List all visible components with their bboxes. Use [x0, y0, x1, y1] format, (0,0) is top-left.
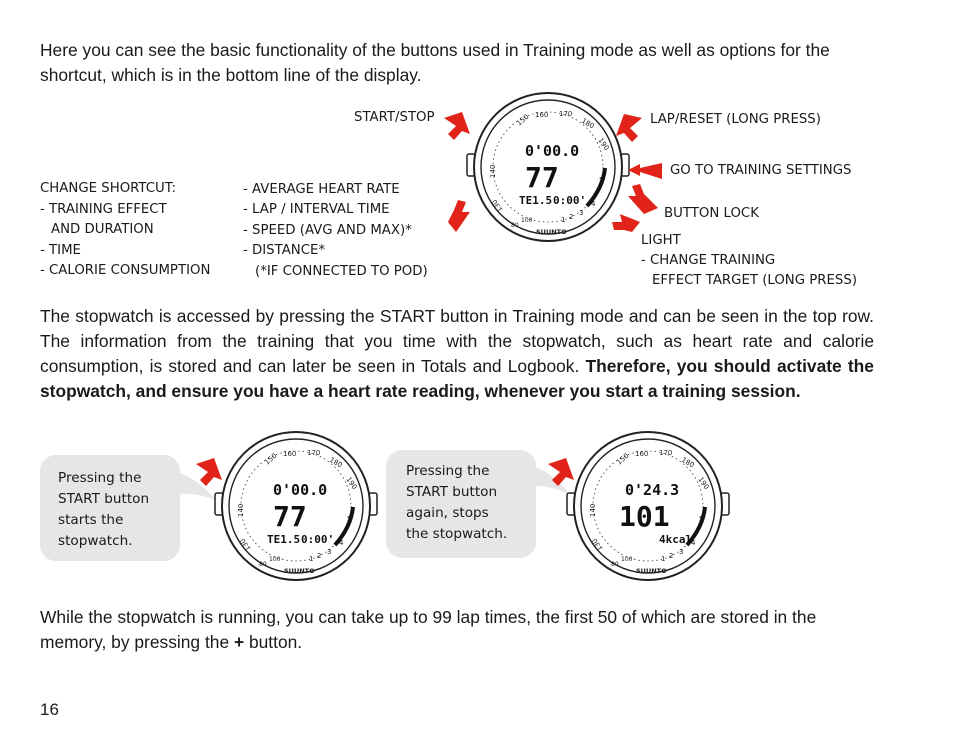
hr-scale-label: 160 [283, 450, 297, 458]
hr-scale-label: 100 [521, 217, 533, 224]
bubble-line: stopwatch. [58, 533, 133, 549]
lower-left-arrow-icon [448, 200, 470, 232]
hr-scale-label: 150 [515, 112, 531, 128]
te-scale-label: 3 [579, 209, 584, 217]
hr-scale-label: 140 [589, 503, 597, 517]
hr-scale-label: 180 [580, 116, 596, 131]
bubble-line: the stopwatch. [406, 526, 508, 542]
bottom-arrows [0, 440, 954, 500]
te-scale-label: 4 [691, 539, 696, 547]
watch-top-row: 0'00.0 [273, 481, 328, 499]
bubble-line: Pressing the [58, 470, 142, 486]
te-scale-label: 5 [699, 515, 704, 523]
watch-bottom-left: TE1.5 [519, 194, 553, 207]
hr-scale-label: 80 [259, 561, 267, 568]
hr-scale-label: 170 [659, 449, 673, 457]
hr-scale-label: 190 [696, 475, 711, 492]
training-settings-label: GO TO TRAINING SETTINGS [670, 163, 852, 178]
brand-logo: SUUNTO [636, 567, 667, 575]
shortcut-item: - TIME [40, 243, 81, 258]
te-scale-label: 4 [591, 200, 596, 208]
lap-reset-arrow-icon [616, 114, 642, 142]
button-lock-label: BUTTON LOCK [664, 206, 759, 221]
hr-scale-label: 130 [590, 536, 605, 553]
te-scale-label: 2 [317, 552, 322, 560]
light-label: LIGHT [641, 233, 681, 248]
watch-middle-row: 101 [619, 500, 670, 533]
start-arrow-icon [548, 458, 574, 486]
te-scale-label: 2 [569, 213, 574, 221]
hr-scale-label: 190 [596, 136, 611, 153]
te-scale-label: 1 [661, 555, 666, 563]
intro-paragraph: Here you can see the basic functionality of the buttons used in Training mode as well as options for the shortcut, which is in the bottom line of the display. [40, 40, 830, 85]
hr-scale-label: 100 [621, 556, 633, 563]
option-item: - DISTANCE* [243, 243, 326, 258]
bubble-line: START button [406, 484, 498, 500]
shortcut-item: AND DURATION [51, 222, 154, 237]
shortcut-item: - TRAINING EFFECT [40, 202, 167, 217]
te-scale-label: 3 [679, 548, 684, 556]
hr-scale-label: 190 [344, 475, 359, 492]
te-scale-label: 1 [309, 555, 314, 563]
hr-scale-label: 170 [307, 449, 321, 457]
watch-bottom-right: 0:00' [301, 533, 335, 546]
page-number: 16 [40, 700, 59, 719]
light-arrow-icon [612, 214, 640, 232]
watch-top-row: 0'00.0 [525, 142, 580, 160]
watch-bottom-right: 4kcal [659, 533, 693, 546]
stopwatch-paragraph [40, 304, 874, 404]
hr-scale-label: 160 [635, 450, 649, 458]
te-scale-label: 4 [339, 539, 344, 547]
light-sub-label: - CHANGE TRAINING [641, 253, 776, 268]
hr-scale-label: 170 [559, 110, 573, 118]
shortcut-title: CHANGE SHORTCUT: [40, 181, 176, 196]
hr-scale-label: 150 [263, 451, 279, 467]
lap-reset-label: LAP/RESET (LONG PRESS) [650, 112, 821, 127]
watch-bottom-right: 0:00' [553, 194, 587, 207]
hr-scale-label: 140 [237, 503, 245, 517]
hr-scale-label: 180 [328, 455, 344, 470]
bubble-line: starts the [58, 512, 124, 528]
bubble-line: Pressing the [406, 463, 490, 479]
lap-paragraph-text: While the stopwatch is running, you can take up to 99 lap times, the first 50 of which are stored in the memory, by pressing the [40, 607, 817, 652]
te-scale-label: 5 [599, 176, 604, 184]
plus-symbol: + [233, 632, 245, 652]
hr-scale-label: 140 [489, 164, 497, 178]
lap-paragraph-end: button. [244, 632, 303, 652]
button-lock-arrow-icon [628, 184, 658, 214]
start-stop-label: START/STOP [354, 110, 435, 125]
option-item: (*IF CONNECTED TO POD) [255, 264, 428, 279]
te-scale-label: 2 [669, 552, 674, 560]
hr-scale-label: 130 [490, 197, 505, 214]
bubble-line: START button [58, 491, 150, 507]
watch-middle-row: 77 [273, 500, 307, 533]
watch-top-row: 0'24.3 [625, 481, 680, 499]
bubble-line: again, stops [406, 505, 489, 521]
light-sub-label-2: EFFECT TARGET (LONG PRESS) [652, 273, 858, 288]
stopwatch-paragraph-text: The stopwatch is accessed by pressing the START button in Training mode and can be seen in the top row. The information from the training that you time with the stopwatch, such as heart rate and calorie consumption, is stored and can later be seen in Totals and Logbook. [40, 306, 874, 376]
hr-scale-label: 100 [269, 556, 281, 563]
brand-logo: SUUNTO [284, 567, 315, 575]
start-arrow-icon [196, 458, 222, 486]
button-arrows [0, 0, 954, 300]
te-scale-label: 3 [327, 548, 332, 556]
option-item: - AVERAGE HEART RATE [243, 182, 400, 197]
brand-logo: SUUNTO [536, 228, 567, 236]
hr-scale-label: 160 [535, 111, 549, 119]
te-scale-label: 1 [561, 216, 566, 224]
te-scale-label: 5 [347, 515, 352, 523]
lap-paragraph [40, 605, 874, 655]
watch-bottom-left: TE1.5 [267, 533, 301, 546]
hr-scale-label: 150 [615, 451, 631, 467]
stopwatch-paragraph-bold: Therefore, you should activate the stopwatch, and ensure you have a heart rate reading, whenever you start a training session. [40, 356, 874, 401]
hr-scale-label: 180 [680, 455, 696, 470]
hr-scale-label: 80 [611, 561, 619, 568]
hr-scale-label: 80 [511, 222, 519, 229]
shortcut-item: - CALORIE CONSUMPTION [40, 263, 211, 278]
start-stop-arrow-icon [444, 112, 470, 140]
hr-scale-label: 130 [238, 536, 253, 553]
option-item: - SPEED (AVG AND MAX)* [243, 223, 412, 238]
training-settings-arrow-icon [628, 163, 662, 179]
watch-middle-row: 77 [525, 161, 559, 194]
option-item: - LAP / INTERVAL TIME [243, 202, 390, 217]
